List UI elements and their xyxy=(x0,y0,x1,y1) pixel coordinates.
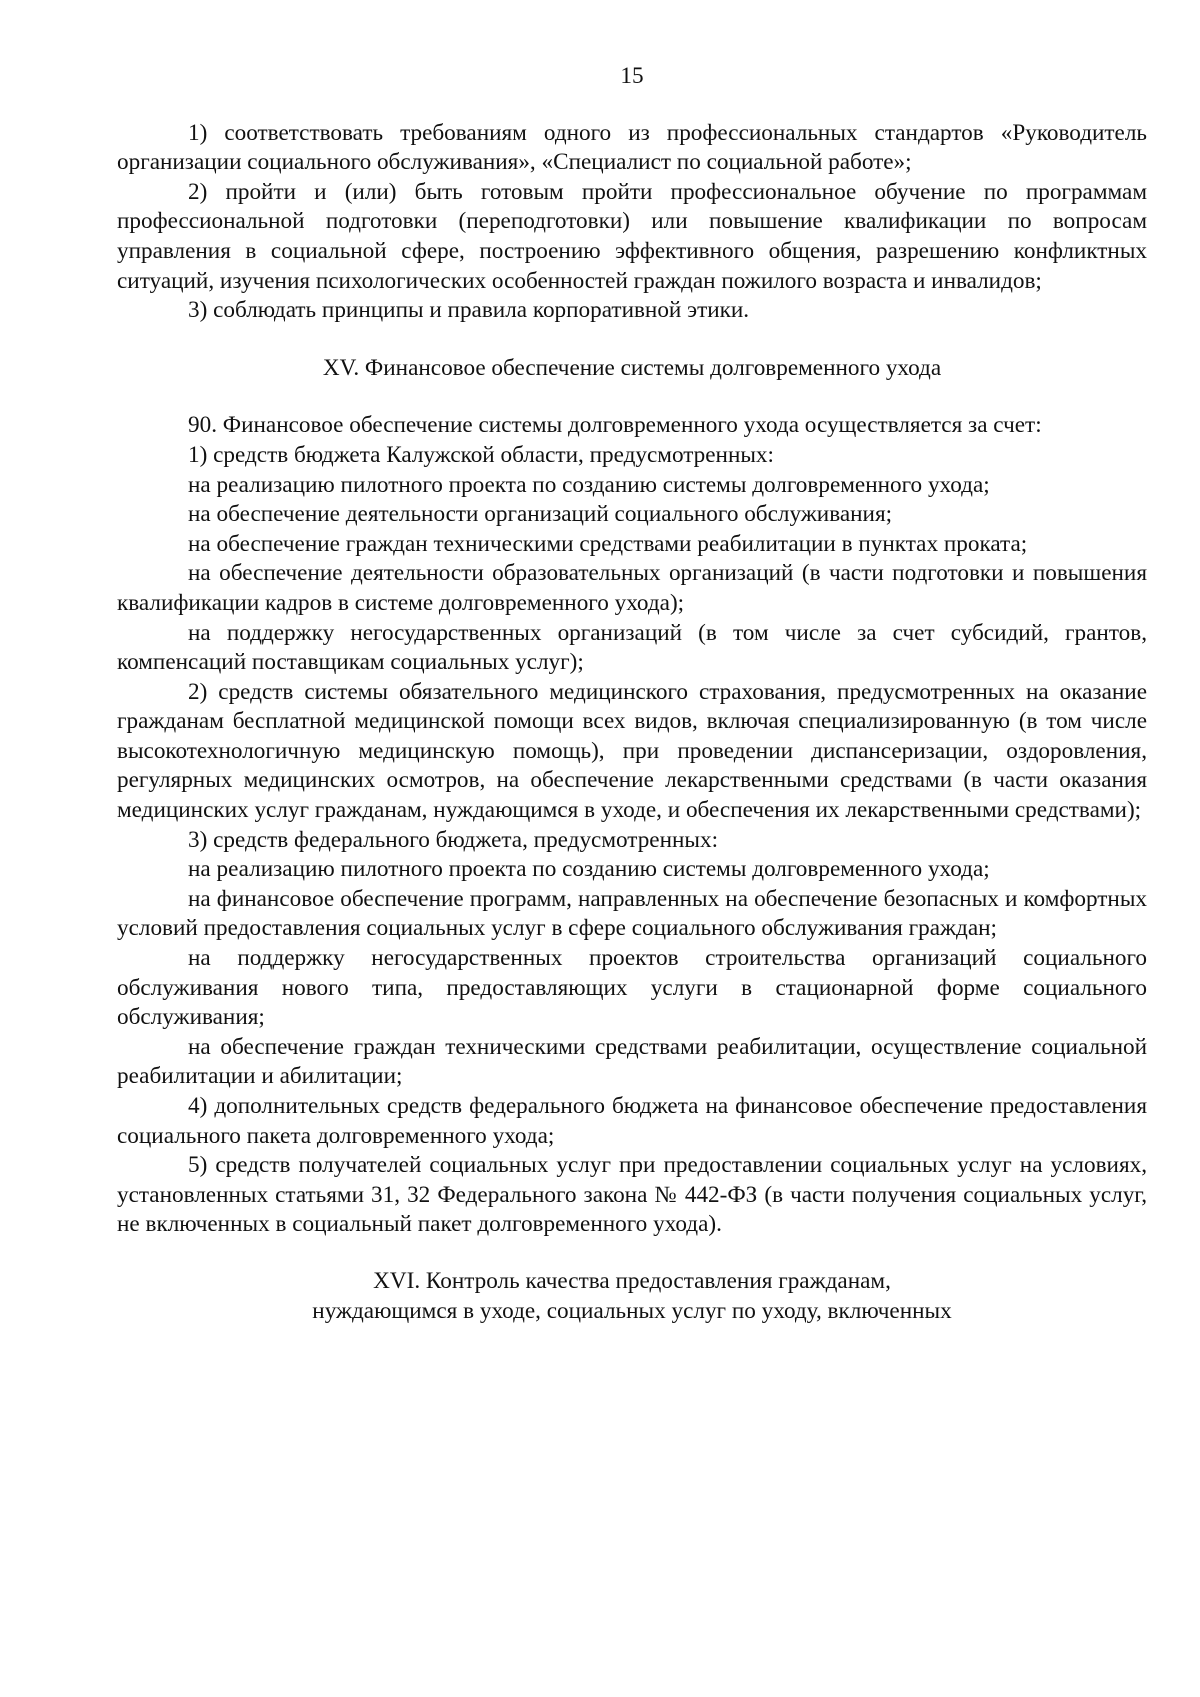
document-page xyxy=(117,62,1147,1326)
paragraph-regional-budget: 1) средств бюджета Калужской области, предусмотренных: xyxy=(188,441,774,468)
paragraph-medical-insurance: 2) средств системы обязательного медицинского страхования, предусмотренных на оказание гражданам бесплатной медицинской помощи всех видов, включая специализированную (в том числе высокотехнологичную медицинскую помощь), при проведении диспансеризации, оздоровления, регулярных медицинских осмотров, на обеспечение лекарственными средствами (в части оказания медицинских услуг гражданам, нуждающимся в уходе, и обеспечения их лекарственными средствами); xyxy=(117,678,1147,824)
paragraph-regional-rehab-rental: на обеспечение граждан техническими средствами реабилитации в пунктах проката; xyxy=(188,530,1028,557)
paragraph-recipient-funds: 5) средств получателей социальных услуг при предоставлении социальных услуг на условиях, установленных статьями 31, 32 Федерального закона № 442-ФЗ (в части получения социальных услуг, не включенных в социальный пакет долговременного ухода). xyxy=(117,1152,1147,1238)
paragraph-federal-budget: 3) средств федерального бюджета, предусмотренных: xyxy=(188,826,719,853)
paragraph-federal-pilot-project: на реализацию пилотного проекта по созданию системы долговременного ухода; xyxy=(188,856,990,883)
paragraph-federal-non-state-projects: на поддержку негосударственных проектов строительства организаций социального обслуживания нового типа, предоставляющих услуги в стационарной форме социального обслуживания; xyxy=(117,945,1147,1031)
paragraph-regional-non-state-support: на поддержку негосударственных организаций (в том числе за счет субсидий, грантов, компенсаций поставщикам социальных услуг); xyxy=(117,619,1147,676)
paragraph-clause-90: 90. Финансовое обеспечение системы долговременного ухода осуществляется за счет: xyxy=(188,412,1042,439)
paragraph-regional-social-organizations: на обеспечение деятельности организаций социального обслуживания; xyxy=(188,501,893,528)
paragraph-regional-educational-organizations: на обеспечение деятельности образовательных организаций (в части подготовки и повышения квалификации кадров в системе долговременного ухода); xyxy=(117,560,1147,616)
paragraph-federal-rehabilitation: на обеспечение граждан техническими средствами реабилитации, осуществление социальной реабилитации и абилитации; xyxy=(117,1033,1147,1090)
paragraph-additional-federal-funds: 4) дополнительных средств федерального бюджета на финансовое обеспечение предоставления социального пакета долговременного ухода; xyxy=(117,1093,1147,1149)
paragraph-item-3-corporate-ethics: 3) соблюдать принципы и правила корпоративной этики. xyxy=(188,297,750,324)
paragraph-item-1-professional-standards: 1) соответствовать требованиям одного из профессиональных стандартов «Руководитель организации социального обслуживания», «Специалист по социальной работе»; xyxy=(117,119,1147,176)
paragraph-item-2-professional-training: 2) пройти и (или) быть готовым пройти профессиональное обучение по программам профессиональной подготовки (переподготовки) или повышение квалификации по вопросам управления в социальной сфере, построению эффективного общения, разрешению конфликтных ситуаций, изучения психологических особенностей граждан пожилого возраста и инвалидов; xyxy=(117,178,1147,294)
section-heading-xvi-line-2: нуждающимся в уходе, социальных услуг по уходу, включенных xyxy=(312,1297,952,1324)
section-heading-xv: XV. Финансовое обеспечение системы долговременного ухода xyxy=(322,354,942,381)
page-number: 15 xyxy=(620,63,644,89)
paragraph-federal-safe-conditions: на финансовое обеспечение программ, направленных на обеспечение безопасных и комфортных условий предоставления социальных услуг в сфере социального обслуживания граждан; xyxy=(117,885,1147,942)
section-heading-xvi-line-1: XVI. Контроль качества предоставления гражданам, xyxy=(373,1267,891,1294)
paragraph-regional-pilot-project: на реализацию пилотного проекта по созданию системы долговременного ухода; xyxy=(188,471,990,498)
